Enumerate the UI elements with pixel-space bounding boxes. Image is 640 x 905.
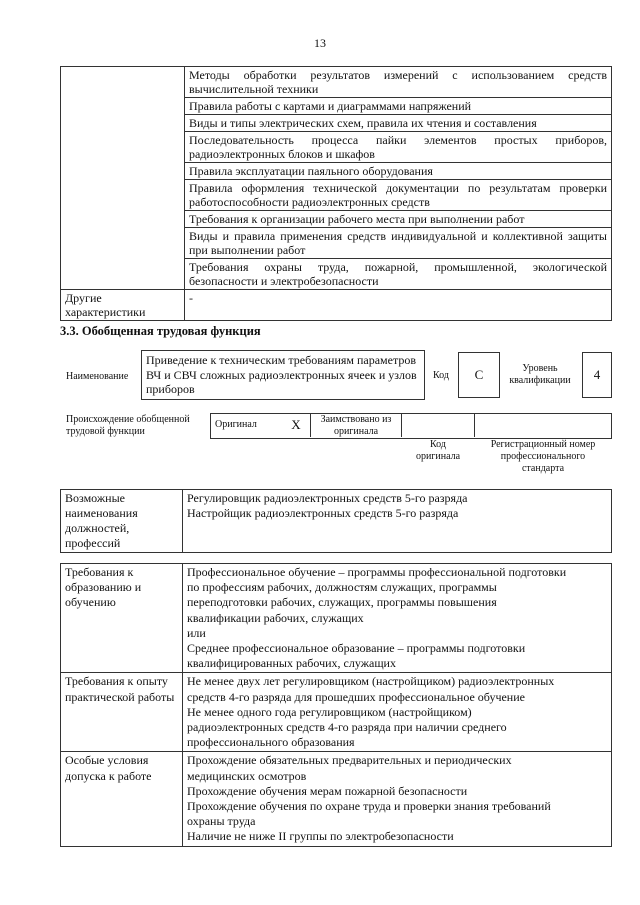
level-value-box: [582, 352, 612, 398]
admission-line: Прохождение обязательных предварительных и периодических: [187, 753, 512, 768]
name-value: Приведение к техническим требованиям параметров ВЧ и СВЧ сложных радиоэлектронных ячеек и узлов приборов: [146, 353, 417, 396]
knowledge-item: Виды и правила применения средств индивидуальной и коллективной защиты при выполнении работ: [185, 228, 612, 259]
code-label: Код: [433, 370, 449, 381]
admission-cell: [183, 752, 612, 846]
experience-line: средств 4-го разряда для прошедших профессиональное обучение: [187, 689, 525, 704]
original-mark: X: [282, 413, 311, 437]
admission-line: охраны труда: [187, 814, 256, 829]
education-line: квалификации рабочих, служащих: [187, 610, 364, 625]
borrowed-label: Заимствовано из оригинала: [311, 414, 402, 437]
knowledge-item: Методы обработки результатов измерений с использованием средств вычислительной техники: [185, 67, 612, 98]
education-line: Среднее профессиональное образование – программы подготовки: [187, 641, 526, 656]
name-value-box: [141, 350, 425, 400]
education-cell: [183, 564, 612, 673]
level-label: Уровень квалификации: [509, 363, 571, 386]
admission-line: медицинских осмотров: [187, 768, 307, 783]
knowledge-label-cell: [61, 67, 185, 290]
knowledge-item: Виды и типы электрических схем, правила их чтения и составления: [185, 115, 612, 132]
knowledge-item: Правила эксплуатации паяльного оборудования: [185, 163, 612, 180]
requirements-table: [60, 563, 612, 847]
knowledge-item: Требования к организации рабочего места при выполнении работ: [185, 211, 612, 228]
education-line: квалифицированных рабочих, служащих: [187, 656, 396, 671]
position-line: Настройщик радиоэлектронных средств 5-го разряда: [187, 506, 459, 520]
level-value: 4: [593, 367, 601, 382]
positions-cell: [183, 490, 612, 553]
experience-label: Требования к опыту практической работы: [61, 673, 183, 752]
education-line: Профессиональное обучение – программы профессиональной подготовки: [187, 565, 567, 579]
knowledge-item: Правила работы с картами и диаграммами напряжений: [185, 98, 612, 115]
knowledge-item: Последовательность процесса пайки элементов простых приборов, радиоэлектронных блоков и шкафов: [185, 132, 612, 163]
experience-line: радиоэлектронных средств 4-го разряда при наличии среднего: [187, 720, 507, 735]
experience-cell: [183, 673, 612, 752]
positions-table: [60, 489, 612, 553]
education-line: или: [187, 625, 206, 640]
origin-label: Происхождение обобщенной трудовой функции: [66, 414, 190, 437]
position-line: Регулировщик радиоэлектронных средств 5-го разряда: [187, 491, 468, 505]
origin-box: [210, 413, 612, 439]
section-title: 3.3. Обобщенная трудовая функция: [60, 324, 261, 338]
admission-line: Прохождение обучения мерам пожарной безопасности: [187, 783, 468, 798]
education-line: по профессиям рабочих, должностям служащих, программы: [187, 580, 497, 595]
experience-line: Не менее одного года регулировщиком (настройщиком): [187, 704, 472, 719]
knowledge-item: Требования охраны труда, пожарной, промышленной, экологической безопасности и электробезопасности: [185, 259, 612, 290]
education-label: Требования к образованию и обучению: [61, 564, 183, 673]
name-label: Наименование: [66, 371, 129, 382]
experience-line: профессионального образования: [187, 735, 355, 750]
experience-line: Не менее двух лет регулировщиком (настройщиком) радиоэлектронных: [187, 674, 555, 689]
knowledge-item: Правила оформления технической документации по результатам проверки работоспособности радиоэлектронных средств: [185, 180, 612, 211]
admission-line: Прохождение обучения по охране труда и проверки знания требований: [187, 799, 551, 814]
admission-label: Особые условия допуска к работе: [61, 752, 183, 846]
other-characteristics-label: Другие характеристики: [61, 290, 185, 321]
page-number: 13: [314, 36, 326, 50]
original-label: Оригинал: [215, 419, 257, 430]
other-characteristics-value: -: [185, 290, 612, 321]
code-value-box: [458, 352, 500, 398]
admission-line: Наличие не ниже II группы по электробезопасности: [187, 829, 454, 844]
origin-divider: [474, 413, 475, 437]
positions-label: Возможные наименования должностей, профессий: [61, 490, 183, 553]
code-value: С: [474, 367, 484, 382]
reg-number-label: Регистрационный номер профессионального стандарта: [490, 439, 596, 474]
code-original-label: Код оригинала: [415, 439, 461, 462]
knowledge-table: [60, 66, 612, 321]
education-line: переподготовки рабочих, служащих, программы повышения: [187, 595, 497, 610]
